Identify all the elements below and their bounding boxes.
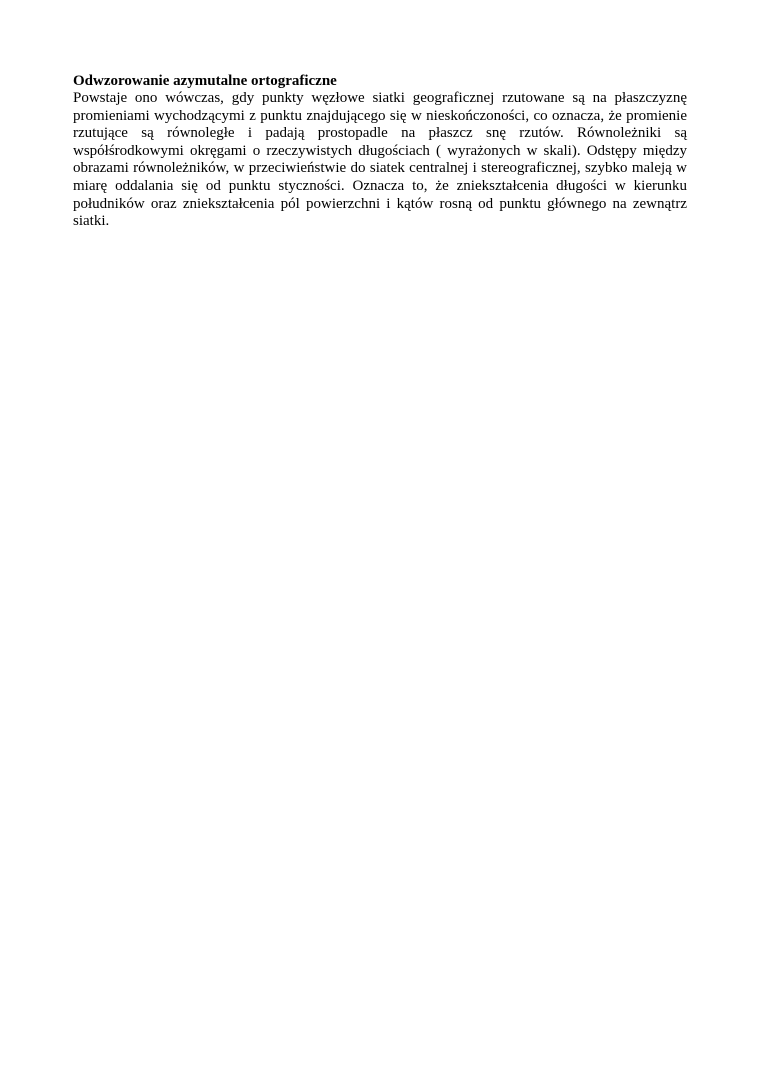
document-paragraph: Powstaje ono wówczas, gdy punkty węzłowe siatki geograficznej rzutowane są na płaszczyznę promieniami wychodzącymi z punktu znajdującego się w nieskończoności, co oznacza, że promienie rzutujące są równoległe i padają prostopadle na płaszcz snę rzutów. Równoleżniki są współśrodkowymi okręgami o rzeczywistych długościach ( wyrażonych w skali). Odstępy między obrazami równoleżników, w przeciwieństwie do siatek centralnej i stereograficznej, szybko maleją w miarę oddalania się od punktu styczności. Oznacza to, że zniekształcenia długości w kierunku południków oraz zniekształcenia pól powierzchni i kątów rosną od punktu głównego na zewnątrz siatki. — [73, 90, 687, 230]
document-content — [73, 72, 687, 231]
document-title: Odwzorowanie azymutalne ortograficzne — [73, 73, 337, 89]
